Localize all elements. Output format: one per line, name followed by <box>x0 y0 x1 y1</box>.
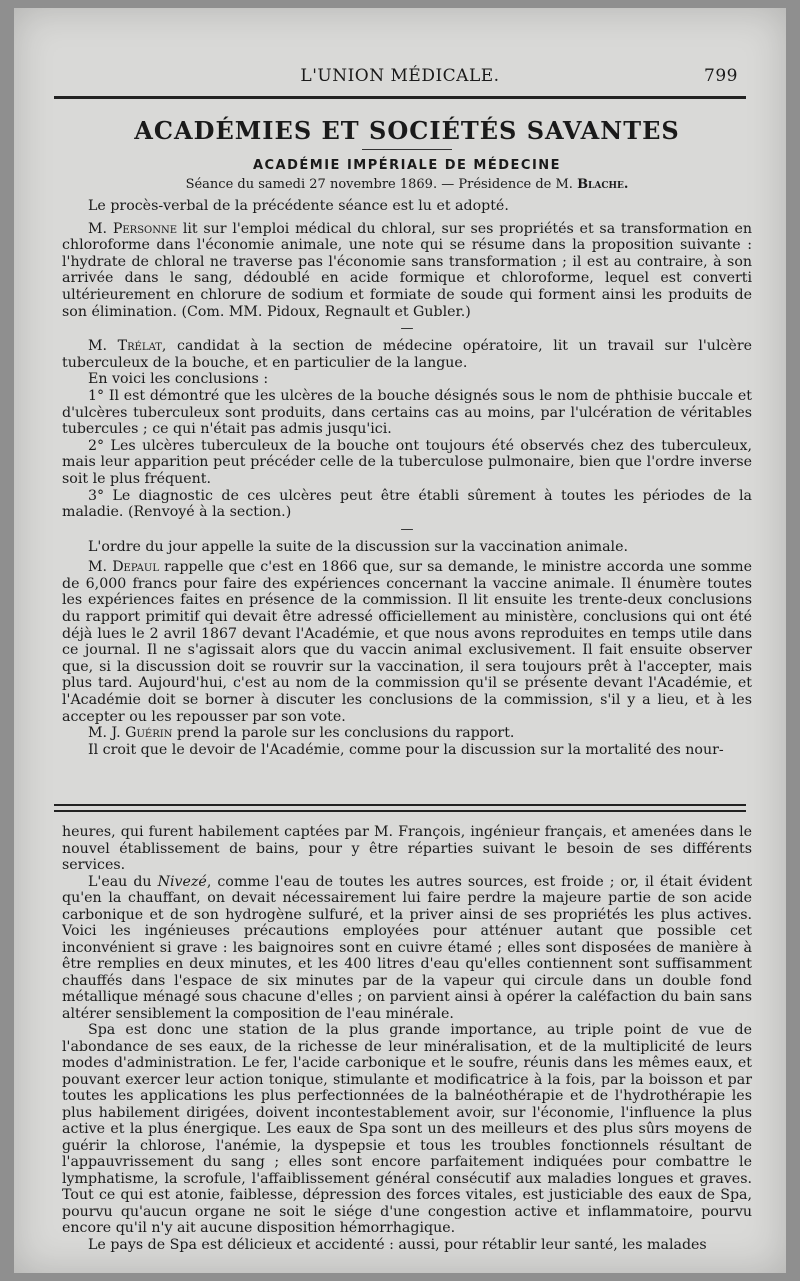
paragraph-text: L'eau du <box>88 873 152 890</box>
paragraph-text: lit sur l'emploi médical du chloral, sur ses propriétés et sa transformation en chloroforme dans l'économie animale, une note qui se résume dans la proposition suivante : l'hydrate de chloral ne traverse pas l'économie sans transformation ; il est au contraire, à son arrivée dans le sang, dédoublé en acide formique et chloroforme, lequel est converti ultérieurement en chlorure de sodium et formiate de soude qui forment ainsi les produits de son élimination. (Com. MM. Pidoux, Regnault et Gubler.) <box>62 220 752 320</box>
header-rule <box>54 96 746 99</box>
paragraph-text: prend la parole sur les conclusions du rapport. <box>176 725 515 742</box>
academy-heading: ACADÉMIE IMPÉRIALE DE MÉDECINE <box>252 158 562 173</box>
paragraph: M. J. Guérin prend la parole sur les conclusions du rapport. <box>88 725 515 742</box>
paragraph: En voici les conclusions : <box>88 371 269 388</box>
running-header <box>54 66 746 90</box>
paragraph: M. Trélat, candidat à la section de médecine opératoire, lit un travail sur l'ulcère tuberculeux de la bouche, et en particulier de la langue. <box>62 338 752 371</box>
conclusion-1: 1° Il est démontré que les ulcères de la bouche désignés sous le nom de phthisie buccale et d'ulcères tuberculeux sont produits, dans certains cas au moins, par l'ulcération de véritables tubercules ; ce qui n'était pas admis jusqu'ici. <box>62 387 752 438</box>
paragraph: Le procès-verbal de la précédente séance est lu et adopté. <box>88 198 509 214</box>
speaker-name: Personne <box>112 220 178 237</box>
paragraph: L'ordre du jour appelle la suite de la discussion sur la vaccination animale. <box>88 538 628 555</box>
conclusion-3: 3° Le diagnostic de ces ulcères peut être établi sûrement à toutes les périodes de la maladie. (Renvoyé à la section.) <box>62 487 752 521</box>
president-name: Blache. <box>577 177 629 192</box>
paragraph: Il croit que le devoir de l'Académie, comme pour la discussion sur la mortalité des nour- <box>88 741 724 758</box>
conclusion-2: 2° Les ulcères tuberculeux de la bouche ont toujours été observés chez des tuberculeux, mais leur apparition peut précéder celle de la tuberculose pulmonaire, bien que l'ordre inverse soit le plus fréquent. <box>62 437 752 487</box>
paragraph-text: , candidat à la section de médecine opératoire, lit un travail sur l'ulcère tuberculeux de la bouche, et en particulier de la langue. <box>62 338 752 371</box>
speaker-name: J. Guérin <box>111 725 173 742</box>
journal-page <box>14 8 786 1273</box>
paragraph: Le pays de Spa est délicieux et accidenté : aussi, pour rétablir leur santé, les malades <box>88 1236 707 1253</box>
paragraph-text: rappelle que c'est en 1866 que, sur sa demande, le ministre accorda une somme de 6,000 francs pour faire des expériences concernant la vaccine animale. Il énumère toutes les expériences faites en présence de la commission. Il lit ensuite les trente-deux conclusions du rapport primitif qui devait être adressé officiellement au ministère, conclusions qui ont été déjà lues le 2 avril 1867 devant l'Académie, et que nous avons reproduites en temps utile dans ce journal. Il ne s'agissait alors que du vaccin animal exclusivement. Il fait ensuite observer que, si la discussion doit se rouvrir sur la vaccination, il sera toujours prêt à l'accepter, mais plus tard. Aujourd'hui, c'est au nom de la commission qu'il se présente devant l'Académie, et l'Académie doit se borner à discuter les conclusions de la commission, s'il y a lieu, et à les accepter ou les repousser par son vote. <box>62 559 753 725</box>
paragraph-text: , comme l'eau de toutes les autres sources, est froide ; or, il était évident qu'en la chauffant, on devait nécessairement lui faire perdre la majeure partie de son acide carbonique et de son hydrogène sulfuré, et la priver ainsi de ses propriétés les plus actives. Voici les ingénieuses précautions employées pour atténuer autant que possible cet inconvénient si grave : les baignoires sont en cuivre étamé ; elles sont disposées de manière à être remplies en deux minutes, et les 400 litres d'eau qu'elles contiennent sont suffisamment chauffés dans l'espace de six minutes par de la vapeur qui circule dans un double fond métallique ménagé sous chacune d'elles ; on parvient ainsi à opérer la caléfaction du bain sans altérer sensiblement la composition de l'eau minérale. <box>62 873 753 1022</box>
paragraph: M. Depaul rappelle que c'est en 1866 que, sur sa demande, le ministre accorda une somme de 6,000 francs pour faire des expériences concernant la vaccine animale. Il énumère toutes les expériences faites en présence de la commission. Il lit ensuite les trente-deux conclusions du rapport primitif qui devait être adressé officiellement au ministère, conclusions qui ont été déjà lues le 2 avril 1867 devant l'Académie, et que nous avons reproduites en temps utile dans ce journal. Il ne s'agissait alors que du vaccin animal exclusivement. Il fait ensuite observer que, si la discussion doit se rouvrir sur la vaccination, il sera toujours prêt à l'accepter, mais plus tard. Aujourd'hui, c'est au nom de la commission qu'il se présente devant l'Académie, et l'Académie doit se borner à discuter les conclusions de la commission, s'il y a lieu, et à les accepter ou les repousser par son vote. <box>62 559 753 725</box>
page-number: 799 <box>704 66 738 86</box>
speaker-name: Depaul <box>112 559 159 576</box>
paragraph: Spa est donc une station de la plus grande importance, au triple point de vue de l'abondance de ses eaux, de la richesse de leur minéralisation, et de la multiplicité de leurs modes d'administration. Le fer, l'acide carbonique et le soufre, réunis dans les mêmes eaux, et pouvant exercer leur action tonique, stimulante et modificatrice à la fois, par la boisson et par toutes les applications les plus perfectionnées de la balnéothérapie et de l'hydrothérapie les plus habilement dirigées, doivent incontestablement avoir, sur l'économie, l'influence la plus active et la plus énergique. Les eaux de Spa sont un des meilleurs et des plus sûrs moyens de guérir la chlorose, l'anémie, la dyspepsie et tous les troubles fonctionnels résultant de l'appauvrissement du sang ; elles sont encore parfaitement indiquées pour combattre le lymphatisme, la scrofule, l'affaiblissement général consécutif aux maladies longues et graves. Tout ce qui est atonie, faiblesse, dépression des forces vitales, est justiciable des eaux de Spa, pourvu qu'aucun organe ne soit le siége d'une congestion active et inflammatoire, pourvu encore qu'il n'y ait aucune disposition hémorrhagique. <box>62 1022 752 1236</box>
lower-article <box>62 824 752 1253</box>
seance-line <box>62 177 752 192</box>
speaker-name: Trélat <box>117 338 162 355</box>
separator-dash: — <box>400 521 414 537</box>
separator-dash: — <box>400 321 414 337</box>
source-name: Nivezé <box>157 873 207 890</box>
section-divider <box>54 804 746 812</box>
paragraph: M. Personne lit sur l'emploi médical du chloral, sur ses propriétés et sa transformation en chloroforme dans l'économie animale, une note qui se résume dans la proposition suivante : l'hydrate de chloral ne traverse pas l'économie sans transformation ; il est au contraire, à son arrivée dans le sang, dédoublé en acide formique et chloroforme, lequel est converti ultérieurement en chlorure de sodium et formiate de soude qui forment ainsi les produits de son élimination. (Com. MM. Pidoux, Regnault et Gubler.) <box>62 220 752 320</box>
section-title: ACADÉMIES ET SOCIÉTÉS SAVANTES <box>134 116 680 145</box>
paragraph: heures, qui furent habilement captées par M. François, ingénieur français, et amenées dans le nouvel établissement de bains, pour y être réparties suivant le besoin de ses différents services. <box>62 824 752 873</box>
title-underline <box>362 149 452 150</box>
paragraph <box>62 874 752 1023</box>
upper-article <box>62 116 752 758</box>
journal-title: L'UNION MÉDICALE. <box>300 66 500 86</box>
seance-text: Séance du samedi 27 novembre 1869. — Présidence de M. <box>185 177 573 192</box>
